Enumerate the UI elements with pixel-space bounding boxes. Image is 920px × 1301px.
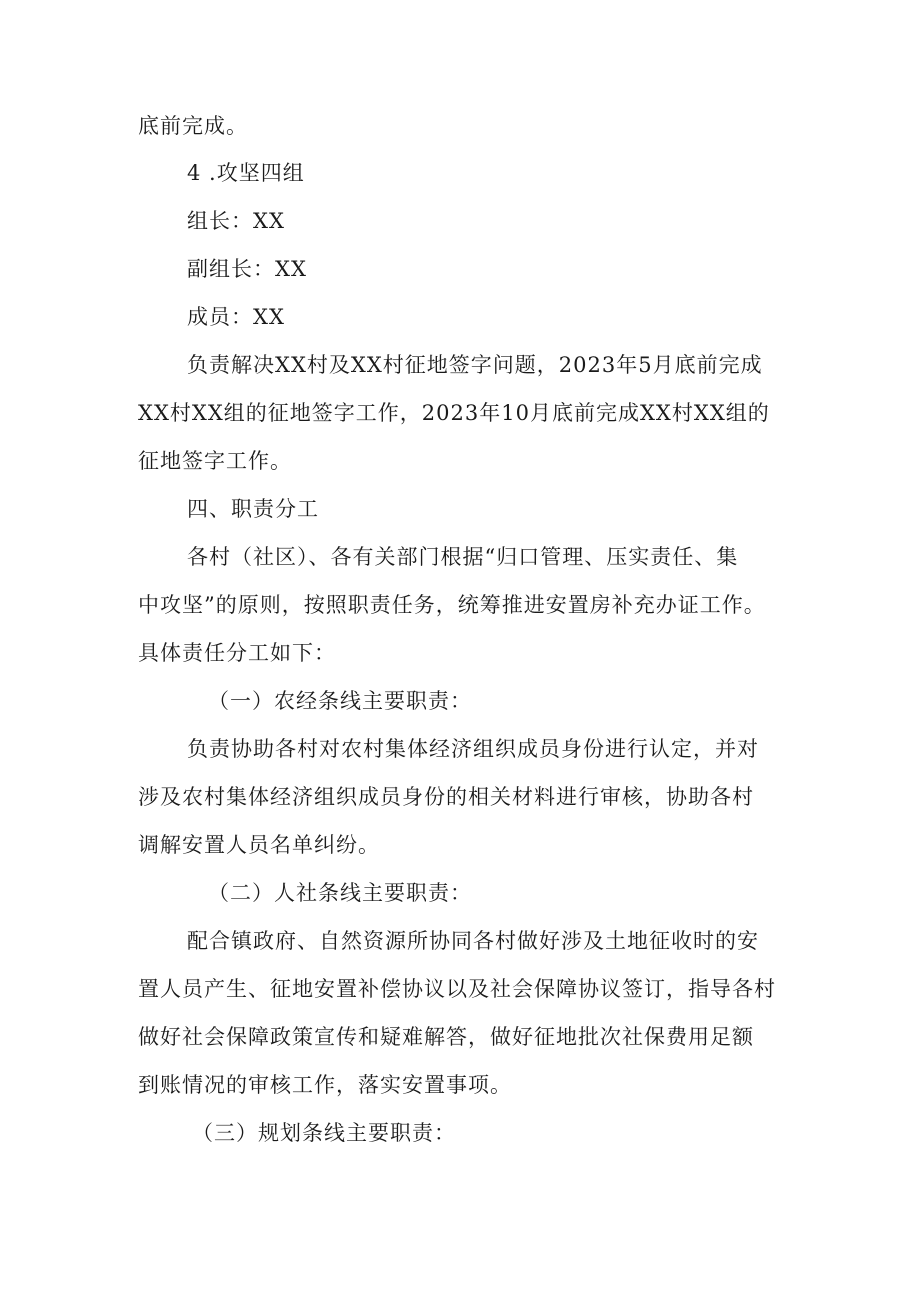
group-heading: 4 .攻坚四组 (187, 161, 305, 185)
text-line: 征地签字工作。 (138, 449, 292, 473)
text-line: 各村（社区）、各有关部门根据“归口管理、压实责任、集 (187, 545, 739, 569)
text-line: 调解安置人员名单纠纷。 (138, 833, 380, 857)
text-line: 配合镇政府、自然资源所协同各村做好涉及土地征收时的安 (187, 929, 759, 953)
text-line: XX村XX组的征地签字工作，2023年10月底前完成XX村XX组的 (138, 401, 770, 425)
text-line: 中攻坚”的原则，按照职责任务，统筹推进安置房补充办证工作。 (138, 593, 766, 617)
text-line: 组长：XX (187, 209, 285, 233)
text-line: 副组长：XX (187, 257, 307, 281)
text-line: 底前完成。 (138, 114, 248, 138)
text-line: 置人员产生、征地安置补偿协议以及社会保障协议签订，指导各村 (138, 977, 776, 1001)
subsection-heading: （二）人社条线主要职责： (208, 881, 472, 905)
text-line: 负责解决XX村及XX村征地签字问题，2023年5月底前完成 (187, 353, 763, 377)
text-line: 到账情况的审核工作，落实安置事项。 (138, 1073, 512, 1097)
text-line: 做好社会保障政策宣传和疑难解答，做好征地批次社保费用足额 (138, 1025, 754, 1049)
text-line: 涉及农村集体经济组织成员身份的相关材料进行审核，协助各村 (138, 785, 754, 809)
text-line: 负责协助各村对农村集体经济组织成员身份进行认定，并对 (187, 737, 759, 761)
text-line: 具体责任分工如下： (138, 641, 336, 665)
section-heading: 四、职责分工 (187, 497, 319, 521)
subsection-heading: （一）农经条线主要职责： (208, 689, 472, 713)
text-line: 成员：XX (187, 305, 285, 329)
subsection-heading: （三）规划条线主要职责： (192, 1121, 456, 1145)
